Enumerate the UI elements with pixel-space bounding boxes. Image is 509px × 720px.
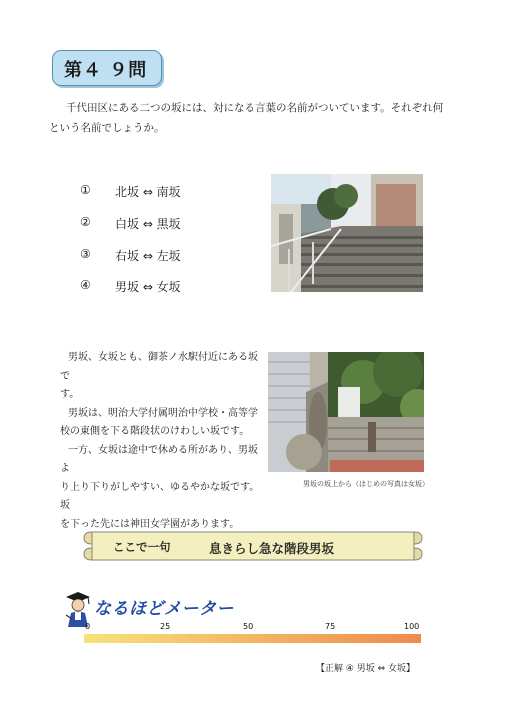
meter-tick: 100 — [404, 622, 420, 631]
meter-title: なるほどメーター — [94, 599, 234, 619]
choice-4-number: ④ — [80, 278, 91, 292]
phrase-label: ここで一句 — [113, 540, 171, 554]
question-line-2: という名前でしょうか。 — [49, 122, 165, 134]
choice-2-number: ② — [80, 215, 91, 229]
explanation-line: 一方、女坂は途中で休める所があり、男坂よ — [60, 444, 258, 474]
explanation-line: を下った先には神田女学園があります。 — [60, 518, 240, 530]
meter-tick: 50 — [243, 622, 254, 631]
question-text — [49, 98, 486, 138]
photo-caption: 男坂の坂上から（はじめの写真は女坂） — [303, 480, 429, 488]
explanation-line: 校の東側を下る階段状のけわしい坂です。 — [60, 426, 250, 437]
photo-otokozaka — [268, 352, 424, 472]
answer-text: 【正解 ④ 男坂 ⇔ 女坂】 — [316, 664, 416, 674]
question-number: 第４ ９問 — [64, 60, 148, 81]
explanation-text — [60, 349, 265, 534]
choice-3-number: ③ — [80, 247, 91, 261]
choice-2-text: 白坂 ⇔ 黒坂 — [115, 217, 181, 231]
meter-tick: 0 — [85, 622, 91, 631]
explanation-line: す。 — [60, 389, 80, 400]
choice-1-text: 北坂 ⇔ 南坂 — [115, 185, 181, 199]
explanation-line: 男坂は、明治大学付属明治中学校・高等学 — [68, 407, 258, 419]
explanation-line: り上り下りがしやすい、ゆるやかな坂です。坂 — [60, 481, 260, 511]
meter-tick: 75 — [325, 622, 336, 631]
choice-3-text: 右坂 ⇔ 左坂 — [115, 249, 181, 263]
photo-onnazaka — [271, 174, 423, 292]
question-line-1: 千代田区にある二つの坂には、対になる言葉の名前がついています。それぞれ何 — [66, 102, 444, 114]
explanation-line: 男坂、女坂とも、御茶ノ水駅付近にある坂で — [60, 352, 258, 382]
phrase-text: 息きらし急な階段男坂 — [209, 541, 335, 556]
choice-4-text: 男坂 ⇔ 女坂 — [115, 280, 181, 294]
meter-bar — [84, 634, 421, 643]
choice-1-number: ① — [80, 183, 91, 197]
meter-tick: 25 — [160, 622, 171, 631]
